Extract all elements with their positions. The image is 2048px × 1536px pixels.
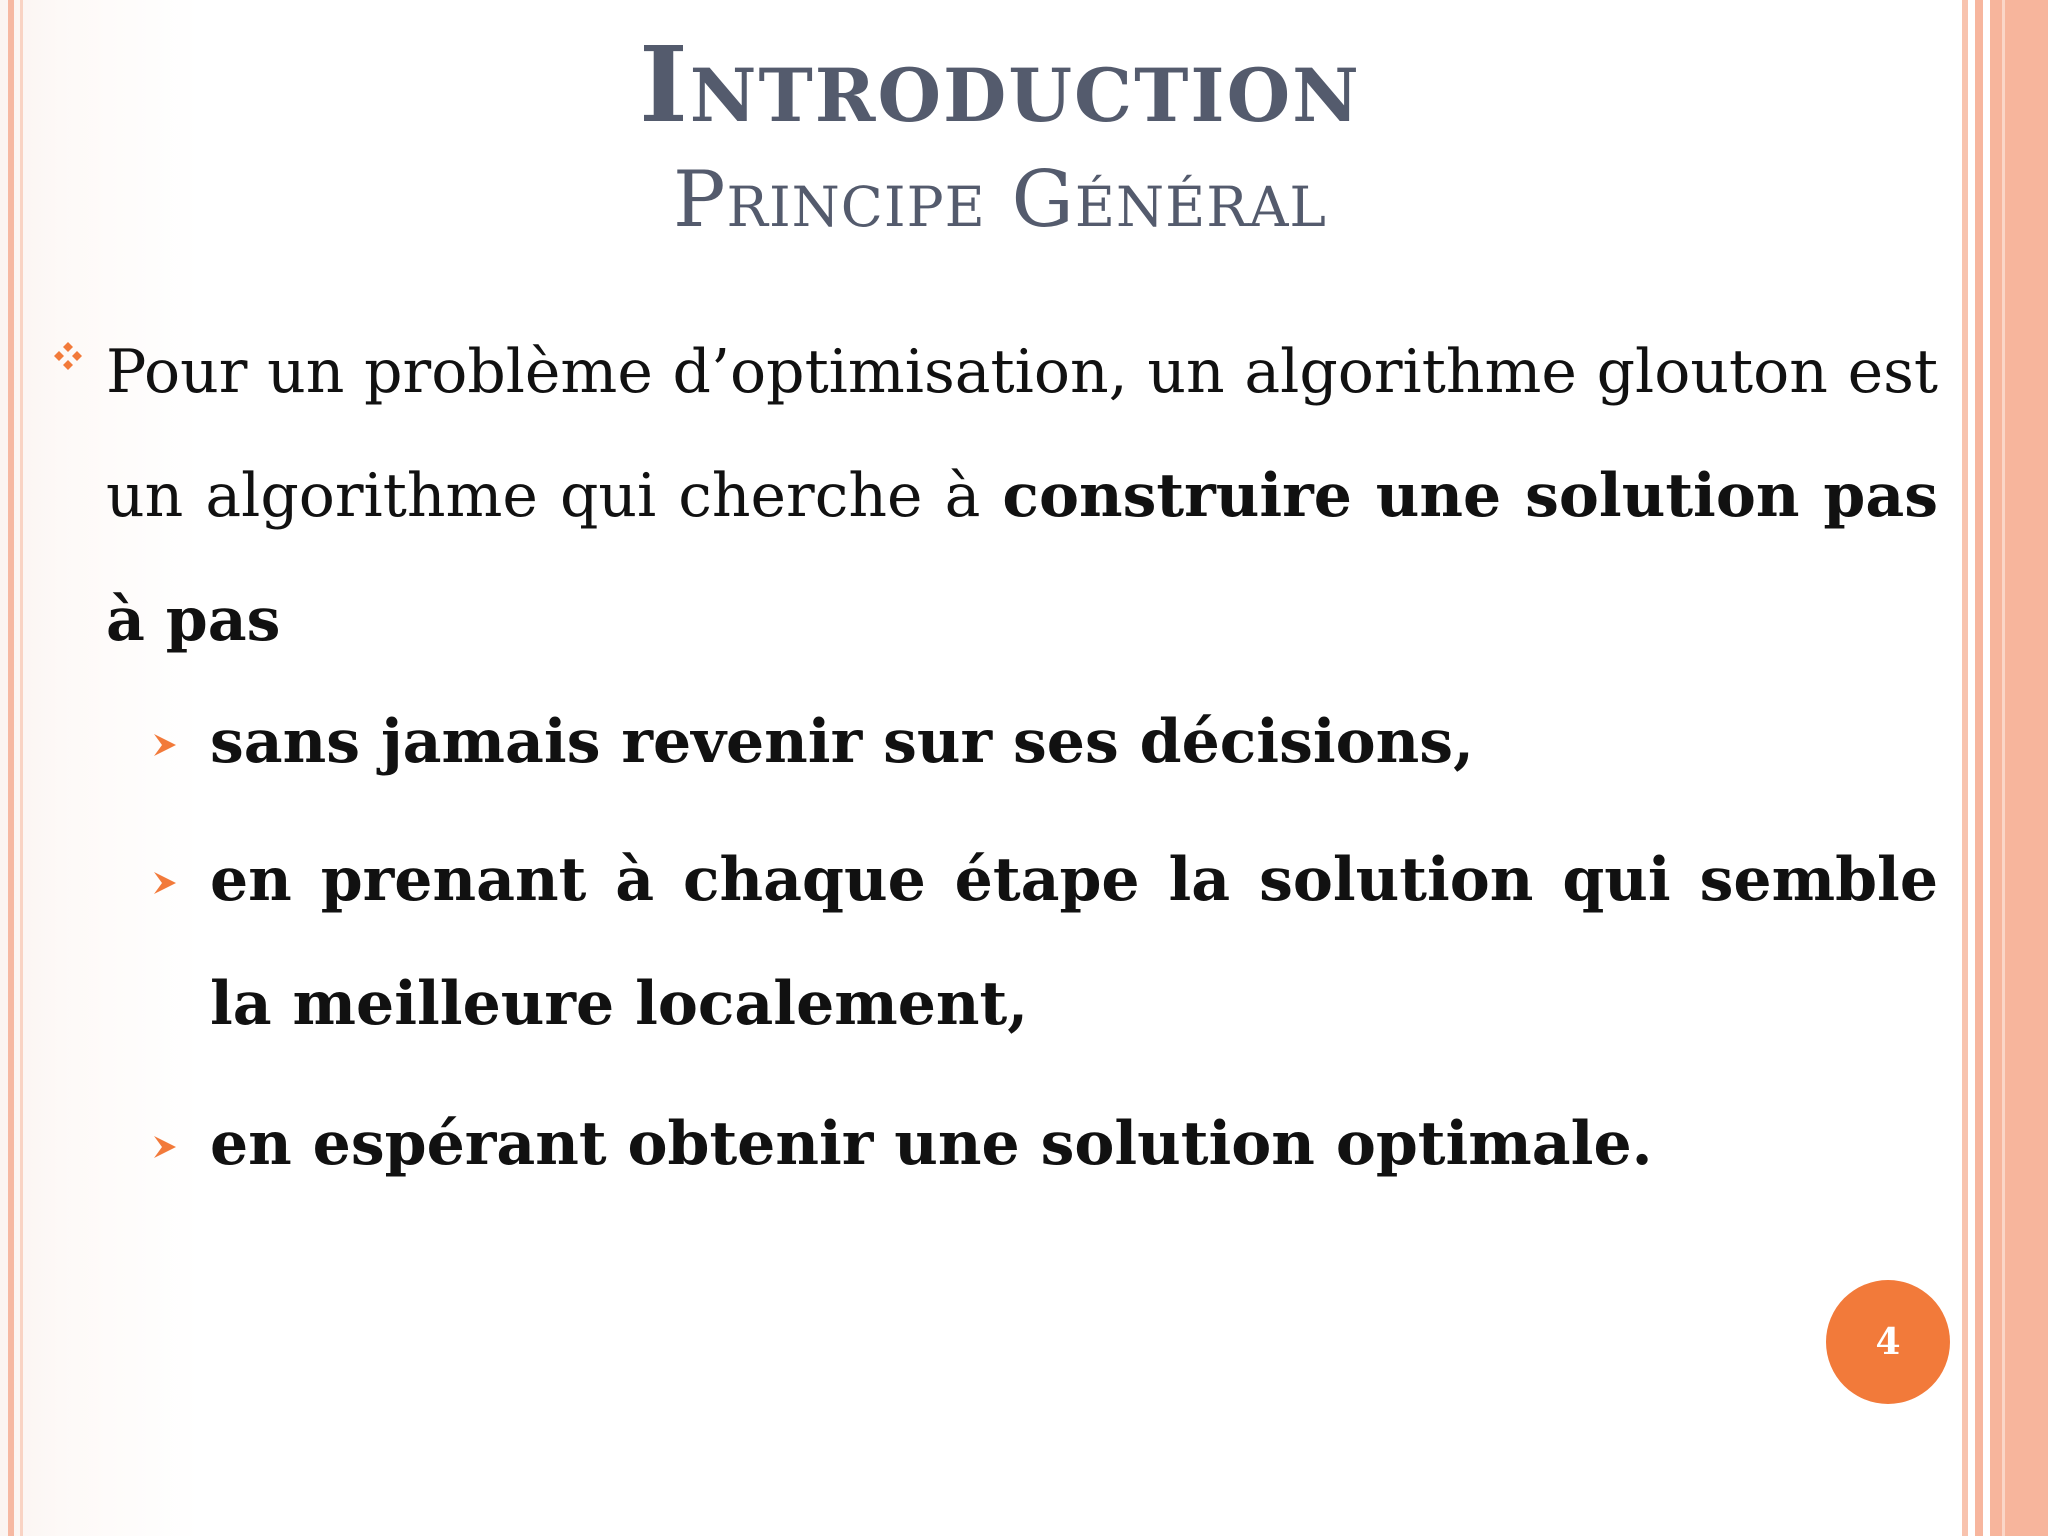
main-point-text: Pour un problème d’optimisation, un algorithme glouton est un algorithme qui cherche à: [106, 337, 1938, 531]
main-point-emphasis: construire une solution pas à pas: [106, 461, 1938, 655]
main-point: [106, 310, 1938, 682]
arrowhead-bullet-icon: [150, 868, 180, 898]
page-number-badge: 4: [1826, 1280, 1950, 1404]
slide-title: Introduction: [639, 23, 1361, 146]
slide-subtitle: Principe Général: [673, 155, 1327, 245]
sub-point-3: en espérant obtenir une solution optimale.: [210, 1109, 1653, 1179]
sub-point-2: en prenant à chaque étape la solution qui semble la meilleure localement,: [210, 845, 1938, 1039]
arrowhead-bullet-icon: [150, 730, 180, 760]
four-diamond-bullet-icon: [48, 336, 88, 376]
sub-point-1: sans jamais revenir sur ses décisions,: [210, 707, 1474, 777]
arrowhead-bullet-icon: [150, 1132, 180, 1162]
